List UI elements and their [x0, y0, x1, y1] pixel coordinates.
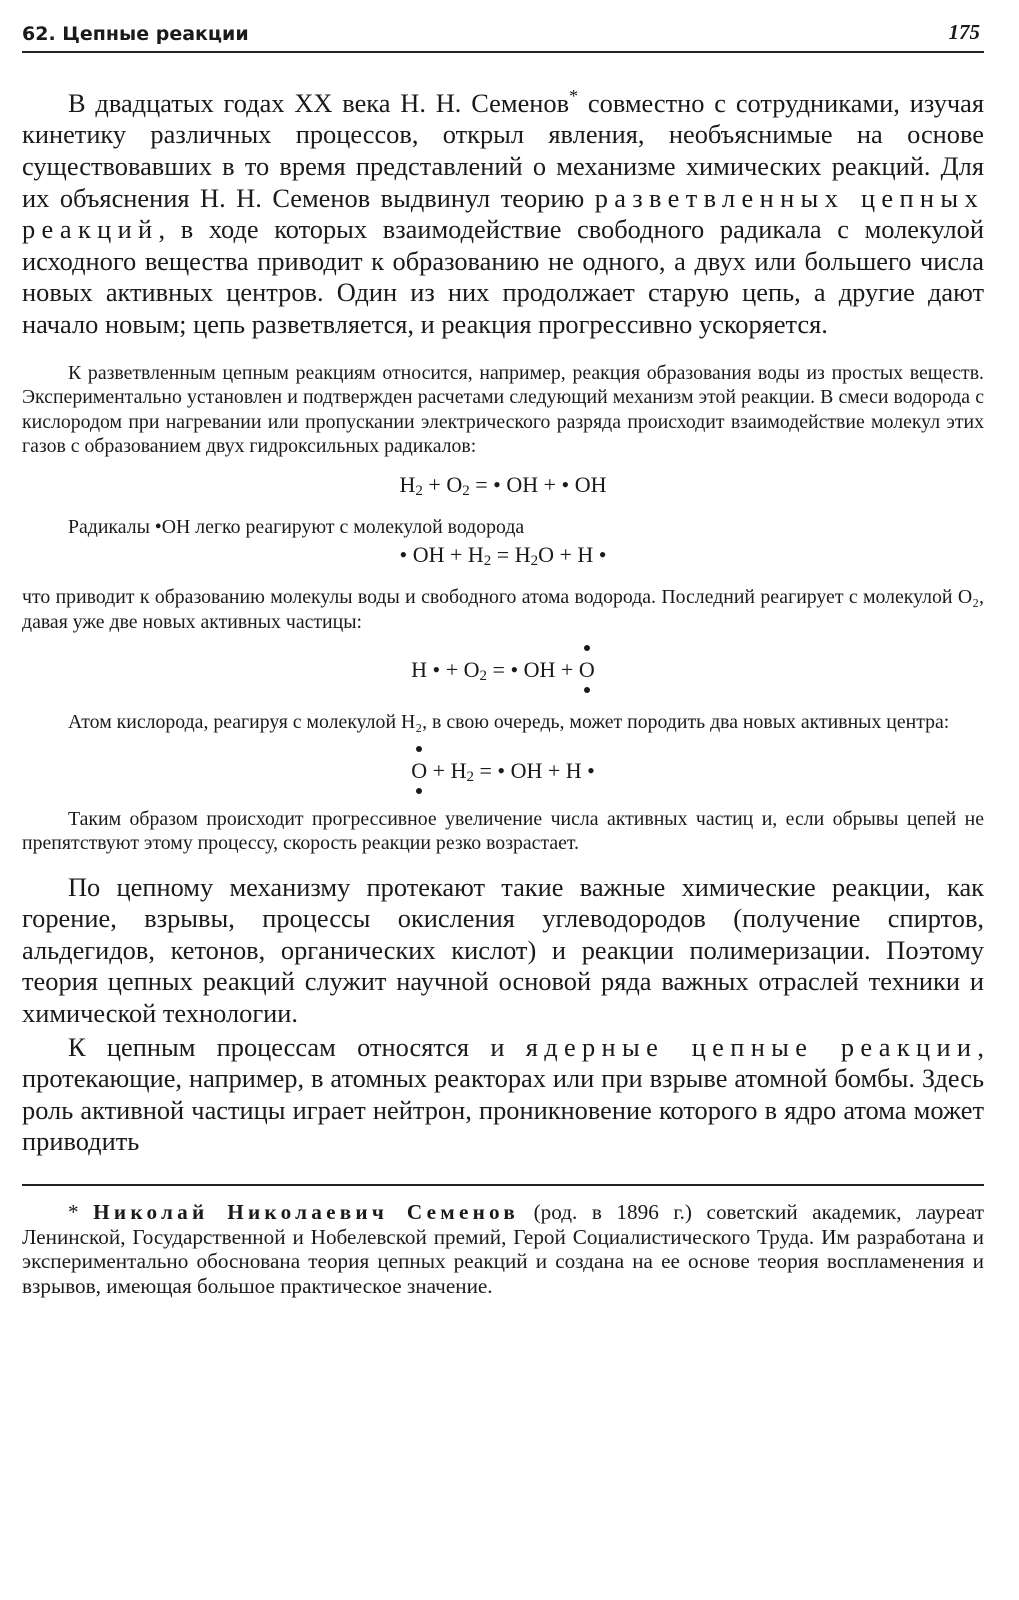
footnote-text: (род. в 1896 г.) советский академик, лауреат Ленинской, Государственной и Нобелевской премий, Герой Социалистического Труда. Им разработана и экспериментально обоснована теория цепных реакций и создана на ее основе теория воспламенения и взрывов, имеющая большое практическое значение. [22, 1199, 984, 1299]
oxygen-biradical [579, 656, 595, 684]
book-page [22, 20, 984, 1299]
eq-term: H • + O [411, 657, 480, 683]
eq-subscript: 2 [466, 768, 474, 785]
footnote-person-name: Николай Николаевич Семенов [93, 1199, 520, 1224]
eq-subscript: 2 [530, 553, 539, 570]
eq-term: + O [422, 471, 463, 497]
footnote-marker: * [68, 1199, 94, 1224]
eq-subscript: 2 [415, 482, 423, 499]
paragraph-text: К цепным процессам относятся и [68, 1031, 526, 1062]
footnote-marker: * [569, 86, 579, 106]
eq-term: = • OH + • OH [469, 471, 607, 497]
eq-subscript: 2 [479, 668, 488, 685]
eq-term: = • OH + H • [473, 757, 595, 783]
radical-dot [416, 788, 422, 794]
eq-term: + H [427, 757, 467, 783]
eq-term: • OH + H [399, 542, 484, 568]
paragraph-semenov-theory [22, 81, 984, 341]
radical-dot [584, 687, 590, 693]
small-paragraph-hydrogen-atom: что приводит к образованию молекулы воды и свободного атома водорода. Последний реагирует с молекулой O₂, давая уже две новых активных частицы: [22, 586, 984, 633]
equation-h-o2 [22, 656, 984, 684]
small-paragraph-oh-radicals: Радикалы •OH легко реагируют с молекулой водорода [68, 515, 525, 538]
eq-term: H [399, 471, 416, 497]
small-paragraph-water-formation: К разветвленным цепным реакциям относится, например, реакция образования воды из простых веществ. Экспериментально установлен и подтвержден расчетами следующий механизм этой реакции. В смеси водорода с кислородом при нагревании или пропускании электрического разряда происходит взаимодействие молекул этих газов с образованием двух гидроксильных радикалов: [22, 361, 984, 458]
paragraph-text: , в ходе которых взаимодействие свободного радикала с молекулой исходного вещества приводит к образованию не одного, а двух или большего числа новых активных центров. Один из них продолжает старую цепь, а другие дают начало новым; цепь разветвляется, и реакция прогрессивно ускоряется. [22, 214, 984, 339]
paragraph-nuclear-chain [22, 1032, 984, 1158]
oxygen-biradical [411, 757, 427, 785]
running-head [22, 20, 984, 53]
radical-dot [584, 645, 590, 651]
paragraph-text: , протекающие, например, в атомных реакторах или при взрыве атомной бомбы. Здесь роль активной частицы играет нейтрон, проникновение которого в ядро атома может приводить [22, 1031, 984, 1157]
eq-subscript: 2 [462, 482, 470, 499]
paragraph-text: В двадцатых годах XX века Н. Н. Семенов [68, 87, 570, 118]
small-paragraph-oxygen-atom: Атом кислорода, реагируя с молекулой H₂, в свою очередь, может породить два новых активных центра: [68, 711, 950, 734]
eq-term: O [411, 757, 428, 783]
small-paragraph-conclusion: Таким образом происходит прогрессивное увеличение числа активных частиц и, если обрывы цепей не препятствуют этому процессу, скорость реакции резко возрастает. [22, 807, 984, 855]
eq-term: = H [491, 542, 531, 568]
eq-term: O [578, 657, 595, 683]
section-title: 62. Цепные реакции [22, 23, 249, 45]
footnote-divider [22, 1184, 984, 1186]
footnote [22, 1200, 984, 1299]
spaced-term: разветвленных цепных реакций [22, 182, 984, 245]
equation-oh-h2 [22, 541, 984, 569]
page-number: 175 [948, 20, 980, 44]
paragraph-text: совместно с сотрудниками, изучая кинетику различных процессов, открыл явления, необъяснимые на основе существовавших в то время представлений о механизме химических реакций. Для их объяснения Н. Н. Семенов выдвинул теорию [22, 87, 985, 213]
equation-o-h2 [22, 757, 984, 785]
spaced-term: ядерные цепные реакции [525, 1031, 978, 1062]
eq-term: = • OH + [487, 657, 579, 683]
radical-dot [416, 746, 422, 752]
paragraph-chain-mechanism: По цепному механизму протекают такие важные химические реакции, как горение, взрывы, процессы окисления углеводородов (получение спиртов, альдегидов, кетонов, органических кислот) и реакции полимеризации. Поэтому теория цепных реакций служит научной основой ряда важных отраслей техники и химической технологии. [22, 871, 984, 1028]
equation-h2-o2 [22, 471, 984, 499]
eq-subscript: 2 [483, 553, 492, 570]
eq-term: O + H • [538, 542, 607, 568]
